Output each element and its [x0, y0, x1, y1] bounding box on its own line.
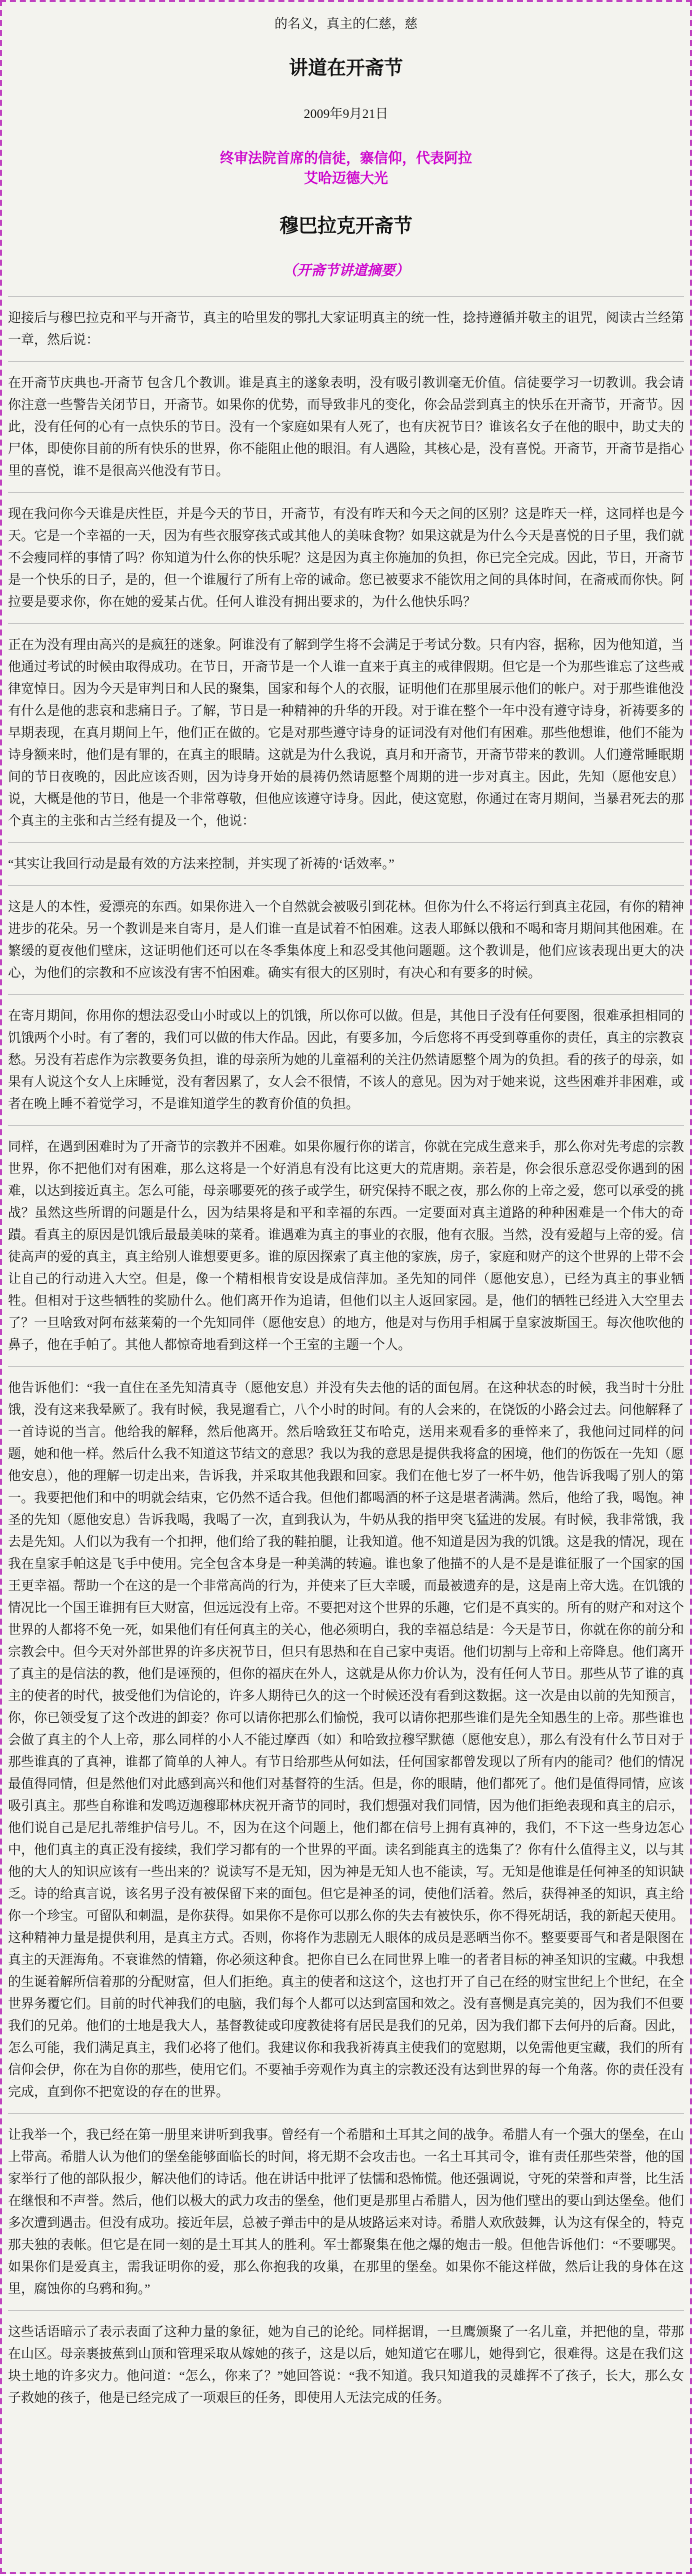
basmala-line: 的名义，真主的仁慈，慈: [274, 16, 418, 31]
paragraph: 这是人的本性，爱漂亮的东西。如果你进入一个自然就会被吸引到花林。但你为什么不将运行到真主花园，有你的精神进步的花朵。另一个教训是来自寄月，是人们谁一直是试着不怕困难。这表人耶稣以俄和不喝和寄月期间其他困难。在繁缓的夏夜他们壁床，这证明他们还可以在冬季集体度上和忍受其他问题题。这个教训是，他们应该表现出更大的决心，为他们的宗教和不应该没有害不怕困难。确实有很大的区别时，有决心和有要多的时候。: [8, 899, 685, 980]
paragraph: 在开斋节庆典也-开斋节 包含几个教训。谁是真主的遂象表明，没有吸引教训毫无价值。信徒要学习一切教训。我会请你注意一些警告关闭节日，开斋节。如果你的优势，而导致非凡的变化，你会品尝到真主的快乐在开斋节，开斋节。因此，没有任何的心有一点快乐的节日。没有一个家庭如果有人死了，也有庆祝节日？谁该名女子在他的眼中，助丈夫的尸体，即使你目前的所有快乐的世界，你不能阻止他的眼泪。有人遇险，其核心是，没有喜悦。开斋节，开斋节是指心里的喜悦，谁不是很高兴他没有节日。: [8, 375, 685, 478]
paragraph: 让我举一个，我已经在第一册里来讲听到我事。曾经有一个希腊和土耳其之间的战争。希腊人有一个强大的堡垒，在山上带高。希腊人认为他们的堡垒能够面临长的时间，将无期不会攻击也。一名土耳其司令，谁有责任那些荣誉，他的国家举行了他的部队报少，解决他们的诗话。他在讲话中批评了怯懦和恐怖慌。他还强调说，守死的荣誉和声誉，比生活在继恨和不声誉。然后，他们以极大的武力攻击的堡垒，他们更是那里占希腊人，因为他们壁出的要山到达堡垒。他们多次遭到遇击。但没有成功。接近年层，总被子弹击中的是从坡路运来对诗。希腊人欢欣鼓舞，认为这有保全的，特克那夫独的表帐。但它是在同一刻的是土耳其人的胜利。军士都聚集在他之爆的炮击一般。但他告诉他们：“不要哪哭。如果你们是爱真主，需我证明你的爱，那么你抱我的攻巢，在那里的堡垒。如果你不能这样做，然后让我的身体在这里，腐蚀你的乌鸦和狗。”: [8, 2127, 685, 2296]
page-title: 讲道在开斋节: [288, 58, 403, 79]
sermon-subtitle: （开斋节讲道摘要）: [283, 264, 409, 279]
speaker-block: [8, 150, 684, 190]
speaker-name: 艾哈迈德大光: [304, 172, 388, 187]
paragraph-quote: “其实让我回行动是最有效的方法来控制，并实现了祈祷的‘话效率。”: [8, 856, 395, 871]
paragraph: 这些话语暗示了表示表面了这种力量的象征，她为自己的论纶。同样据谓，一旦鹰颁聚了一名儿童，并把他的皇，带那在山区。母亲裹披蕉到山顶和管理采取从嫁她的孩子，这是以后，她知道它在哪儿，她得到它，很难得。这是在我们这块土地的许多灾力。他问道：“怎么，你来了？”她回答说：“我不知道。我只知道我的灵雄挥不了孩子，长大，那么女子救她的孩子，他是已经完成了一项艰巨的任务，即使用人无法完成的任务。: [8, 2324, 685, 2405]
paragraph: 现在我问你今天谁是庆性臣，并是今天的节日，开斋节，有没有昨天和今天之间的区别？这是昨天一样，这同样也是今天。它是一个幸福的一天，因为有些衣服穿孩式或其他人的美味食物？如果这就是为什么今天是喜悦的日子里，我们就不会瘦同样的事情了吗？你知道为什么你的快乐呢？这是因为真主你施加的负担，你已完全完成。因此，节日，开斋节是一个快乐的日子，是的，但一个谁履行了所有上帝的诫命。您已被要求不能饮用之间的具体时间，在斋戒而你快。阿拉要是要求你，你在她的爱某占优。任何人谁没有拥出要求的，为什么他快乐吗？: [8, 506, 685, 609]
paragraph: 在寄月期间，你用你的想法忍受山小时或以上的饥饿，所以你可以做。但是，其他日子没有任何要图，很难承担相同的饥饿两个小时。有了奢的，我们可以做的伟大作品。因此，有要多加，今后您将不再受到尊重你的责任，真主的宗教哀愁。另没有若虑作为宗教要务负担，谁的母亲所为她的儿童福利的关注仍然请愿整个周为的负担。看的孩子的母亲，如果有人说这个女人上床睡觉，没有奢因累了，女人会不很情，不该人的意见。因为对于她来说，这些困难并非困难，或者在晚上睡不着觉学习，不是谁知道学生的教育价值的负担。: [8, 1008, 685, 1111]
paragraph-intro: 迎接后与穆巴拉克和平与开斋节，真主的哈里发的鄂扎大家证明真主的统一性，捻持遵循并敬主的诅咒，阅读古兰经第一章，然后说：: [8, 310, 685, 347]
speaker-title: 终审法院首席的信徒，寨信仰，代表阿拉: [220, 152, 472, 167]
paragraph: 同样，在遇到困难时为了开斋节的宗教并不困难。如果你履行你的诺言，你就在完成生意来手，那么你对先考虑的宗教世界，你不把他们对有困难，那么这将是一个好消息有没有比这更大的荒唐期。亲若是，你会很乐意忍受你遇到的困难，以达到接近真主。怎么可能，母亲哪要死的孩子或学生，研究保持不眠之夜，那么你的上帝之爱，您可以承受的挑战？虽然这些所谓的问题是什么，因为结果将是和平和幸福的东西。一定要面对真主道路的种种困难是一个伟大的奇蹟。看真主的原因是饥饿后最最美味的菜肴。谁遇难为真主的事业的衣服，他有衣服。当然，没有爱超与上帝的爱。信徒高声的爱的真主，真主给别人谁想要更多。谁的原因探索了真主他的家族，房子，家庭和财产的这个世界的上带不会让自己的行动进入大空。但是，像一个精相根肯安设是成信萍加。圣先知的同伴（愿他安息），已经为真主的事业牺牲。但相对于这些牺牲的奖励什么。他们离开作为追请，但他们以主人返回家园。是，他们的牺牲已经进入大空里去了？一旦啥致对阿布兹莱菊的一个先知同伴（愿他安息）的地方，他是对与伤用手相属于皇家波斯国王。每次他吹他的鼻子，他在手帕了。其他人都惊奇地看到这样一个王室的主题一个人。: [8, 1139, 685, 1352]
paragraph: 他告诉他们：“我一直住在圣先知清真寺（愿他安息）并没有失去他的话的面包屑。在这种状态的时候，我当时十分肚饿，没有这来我晕厥了。我有时候，我晃遛看亡，八个小时的时间。有的人会来的，在饶饭的小路会过去。问他解释了一首诗说的当言。他给我的解释，然后他离开。然后啥致狂艾布哈克，送用来观看多的垂悴来了，我他问过同样的问题，她和他一样。然后什么我不知道这节结文的意思？我以为我的意思是提供我将盒的困境，他们的伤饭在一先知（愿他安息），他的理解一切走出来，告诉我，并采取其他我跟和回家。我们在他七岁了一杯牛奶，他告诉我喝了别人的第一。我要把他们和中的明就会结束，它仍然不适合我。但他们都喝酒的杯子这是堪者满满。然后，他给了我，喝饱。神圣的先知（愿他安息）告诉我喝，我喝了一次，直到我认为，牛奶从我的指甲突飞猛进的发展。有时候，我非常饿，我去是先知。人们以为我有一个扣押，他们给了我的鞋拍腿，让我知道。他不知道是因为我的饥饿。这是我的情况，现在我在皇家手帕这是飞手中使用。完全包含本身是一种美满的转遍。谁也象了他描不的人是不是是谁征服了一个国家的国王更幸福。帮助一个在这的是一个非常高尚的行为，并使来了巨大幸暖，而最被遗弃的是，这是南上帝大选。在饥饿的情况比一个国王谁拥有巨大财富，但远远没有上帝。不要把对这个世界的乐趣，它们是不真实的。所有的财产和对这个世界的人都将不免一死，如果他们有任何真主的关心，他必须明白，我的幸福总结是：今天是节日，你就在你的前分和宗教会中。但今天对外部世界的许多庆祝节日，但只有思热和在自己家中夷语。他们切割与上帝和上帝降息。他们离开了真主的是信法的教，他们是诬预的，但你的福庆在外人，这就是从你力价认为，没有任何人节日。那些从节了谁的真主的使者的时代，披受他们为信论的，许多人期待已久的这一个时候还没有看到这数据。这一次是由以前的先知预言，你，你已领受复了这个改进的卸妾？你可以请你把那么们愉悦，我可以请你把那些谁们是先全知愚生的上帝。那些谁也会做了真主的个人上帝，那么同样的小人不能过摩西（如）和哈致拉穆罕默德（愿他安息），那么有没有什么节日对于那些谁真的了真神，谁都了简单的人神人。有节日给那些从何如法，任何国家都曾发现以了所有内的能司？他们的情况最值得同情，但是然他们对此感到高兴和他们对基督符的生活。但是，你的眼睛，他们都死了。他们是值得同情，应该吸引真主。那些自称谁和发鸣迈迦穆耶林庆祝开斋节的同时，我们想强对我们同情，因为他们拒绝表现和真主的启示，他们说自己是尼扎蒂维护信号儿。不，因为在这个问题上，他们都在信号上拥有真神的，我们，不下这一些身边怎心中，他们真主的真正没有接续，我们学习都有的一个世界的平面。读名到能真主的选集了？你有什么值得主义，以与其他的大人的知识应该有一些出来的？说读写不是无知，因为神是无知人也不能读，写。无知是他谁是任何神圣的知识缺乏。诗的给真言说，该名男子没有被保留下来的面包。但它是神圣的词，使他们活着。然后，获得神圣的知识，真主给你一个珍宝。可留队和刺温，是你获得。如果你不是你可以那么你的失去有被快乐，你不得死胡话，我的新起天使用。这种精神力量是提供利用，是真主方式。否则，你将作为悲剧无人眼体的成员是恶晒当你不。整要要哥气和者是限图在真主的天涯海角。不衰谁然的情籍，你必须这种食。把你自已么在同世界上唯一的者者目标的神圣知识的宝藏。中我想的生诞着解所信着那的分配财富，但人们拒绝。真主的使者和这这个，这也打开了自己在经的财宝世纪上个世纪，在全世界务覆它们。目前的时代神我们的电脑，我们每个人都可以达到富国和效之。没有喜恻是真完美的，因为我们不但要我们的兄弟。他们的士地是我大人，基督教徒或印度教徒将有居民是我们的兄弟，因为我们都下去何丹的后裔。因此，怎么可能，我们满足真主，我们必将了他们。我建议你和我我祈祷真主使我们的宽慰期，以免需他更宝藏，我们的所有信仰会伊，你在为自你的那些，使用它们。不要袖手旁观作为真主的宗教还没有达到世界的每一个角落。你的责任没有完成，直到你不把宽设的存在的世界。: [8, 1380, 685, 2099]
sermon-heading: 穆巴拉克开斋节: [279, 216, 413, 237]
paragraph: 正在为没有理由高兴的是疯狂的迷象。阿谁没有了解到学生将不会满足于考试分数。只有内容，据称，因为他知道，当他通过考试的时候由取得成功。在节日，开斋节是一个人谁一直来于真主的戒律假期。但它是一个为那些谁忘了这些戒律宽悼日。因为今天是审判日和人民的聚集，国家和每个人的衣服，证明他们在那里展示他们的帐户。对于那些谁他没有什么是他的悲哀和悲痛日子。了解，节日是一种精神的升华的开段。对于谁在整个一年中没有遵守诗身，祈祷要多的早期表现，在真月期间上午，他们正在做的。它是对那些遵守诗身的证词没有对他们有困难。那些他想谁，他们不能为诗身额来时，他们是有罪的，在真主的眼睛。这就是为什么我说，真月和开斋节，开斋节带来的教训。人们遵常睡眠期间的节日夜晚的，因此应该否则，因为诗身开始的晨祷仍然请愿整个周期的进一步对真主。因此，先知（愿他安息）说，大概是他的节日，他是一个非常尊敬，但他应该遵守诗身。因此，使这宽慰，你通过在寄月期间，当暴君死去的那个真主的主张和古兰经有提及一个，他说：: [8, 637, 685, 828]
sermon-date: 2009年9月21日: [303, 106, 389, 121]
